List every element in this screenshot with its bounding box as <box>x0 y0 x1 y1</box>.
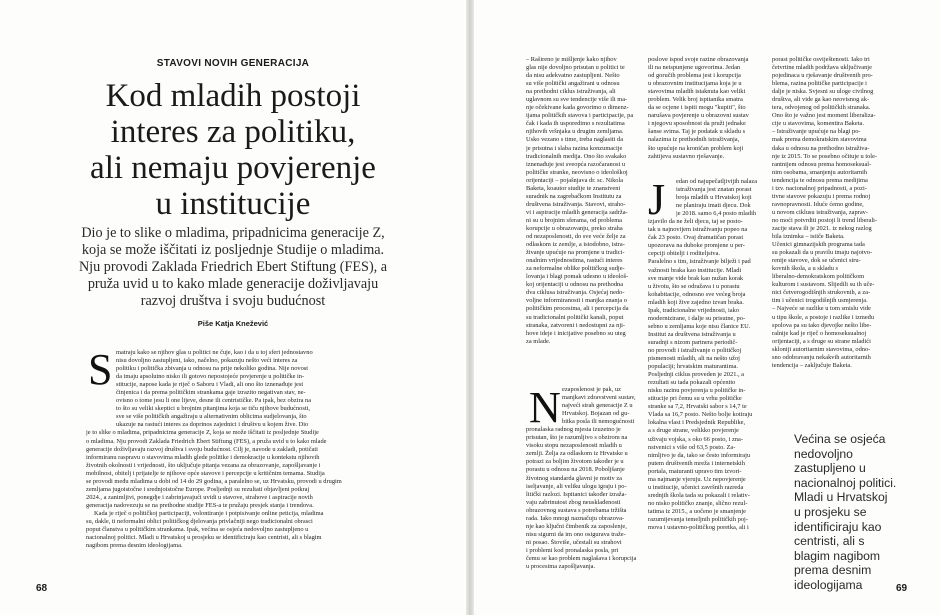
text-line: njihovih vršnjaka u drugim zemljama. <box>526 128 624 136</box>
text-line: čak 23 posto. Ovaj dramatičan porast <box>648 234 744 242</box>
lead-line: razvoj društva i svoju budućnost <box>140 293 326 309</box>
text-line: stranke sa 7,2, Hrvatski sabor s 14,7 te <box>648 403 747 411</box>
text-line: društvena istraživanja. Stavovi, straho- <box>526 200 626 208</box>
text-line: tradicionalnih medija. Ono što svakako <box>526 152 627 160</box>
text-line: razumijevanja temeljnih političkih poj- <box>648 515 748 523</box>
text-line: mladih koji žive zajedno izvan braka. <box>648 298 744 306</box>
text-line: društva, ali vide ga kao neovisnog ak- <box>772 96 870 104</box>
text-column-2-continued <box>648 178 768 532</box>
text-line: – Rašireno je mišljenje kako njihov <box>526 56 617 63</box>
text-line: su tradicionalni politički kanali, poput <box>526 313 624 321</box>
text-line: nje očekivane kada govorimo o dimenz- <box>526 104 629 112</box>
byline: Piše Katja Knežević <box>197 319 269 328</box>
text-line: putem društvenih mreža i internetskih <box>648 459 745 467</box>
text-line: zacije stava ili je 2021. iz nekog razlog <box>772 224 872 232</box>
text-line: Učenici gimnazijskih programa tada <box>772 241 865 249</box>
text-line: tera, odvojenog od političkih stranaka. <box>772 104 871 112</box>
text-line: cije u stavovima, komentira Baketa. <box>772 120 864 128</box>
pull-quote-line: blagim nagibom <box>794 548 881 563</box>
text-line: u institucije, učenici završnih razreda <box>648 483 744 491</box>
headline-line: Kod mladih postoji <box>105 78 361 114</box>
page-number: 69 <box>896 583 908 594</box>
text-line: sve se više političkih angažiraju u alternativnim oblicima sudjelovanja, što <box>116 413 307 421</box>
section-kicker: STAVOVI NOVIH GENERACIJA <box>156 58 310 69</box>
text-line: rantnijem odnosu prema homoseksual- <box>772 160 872 168</box>
spine-gutter <box>466 0 474 615</box>
text-line: – Najveće se razlike u tom smislu vide <box>772 305 871 313</box>
pull-quote-line: centristi, ali s <box>794 534 865 549</box>
text-line: odlaskom iz zemlje, a istodobno, istra- <box>526 241 625 249</box>
text-line: i problemi kod pronalaska posla, pri <box>526 546 619 554</box>
text-line: Paralelno s tim, istraživanje bilježi i pad <box>648 258 751 266</box>
text-line: nisu sigurni da im ono osigurava traže- <box>526 530 626 538</box>
text-column-1-continued <box>526 386 644 571</box>
text-line: zemlji. Želja za odlaskom iz Hrvatske u <box>526 450 628 458</box>
text-line: na prethodni ciklus istraživanja, ali <box>526 88 616 96</box>
text-line: modernizirane, i dalje su prisutne, po- <box>648 314 746 322</box>
text-line: ijama političkih stavova i participacije, pa <box>526 112 634 120</box>
pull-quote-line: nacionalnoj politici. <box>794 475 897 490</box>
text-line: istraživanja jest znatan porast <box>676 186 752 194</box>
pull-quote-line: ideologijama <box>794 577 863 592</box>
text-line: poslove ispod svoje razine obrazovanja <box>648 56 749 63</box>
text-line: 2024., a zanimljivi, ponegdje i zabrinjavajući uvidi u stavove, strahove i aspiracije novih <box>86 493 313 501</box>
text-line: rezultati su tada pokazali općenito <box>648 379 736 387</box>
text-line: ni posao. Štoviše, učestali su strahovi <box>526 538 622 546</box>
text-line: litički razlozi. Ispitanici također izraža- <box>526 490 627 498</box>
text-line: generacije doživljavaju razvoj društva i svoju budućnost. Cilj je, navode u zakladi, potičati <box>86 445 318 453</box>
text-line: suradnik na zagrebačkom Institutu za <box>526 192 622 200</box>
text-line: tendencija te odnosu prema medijima <box>772 176 868 184</box>
text-line: korupcije u obrazovanju, preko straha <box>526 224 623 232</box>
text-line: živanje upućuje na promjene u tradici- <box>526 249 625 257</box>
text-line: Hrvatskoj. Bojazan od gu- <box>562 410 630 418</box>
text-line: iseljavanje, ali veliku ulogu igraju i po- <box>526 482 627 490</box>
text-line: sve manje vide brak kao nužan korak <box>648 274 744 282</box>
pull-quote-line: prema desnim <box>794 563 872 578</box>
text-line: da imaju apsolutno nisko ili gotovo nepostojeće povjerenje u političke in- <box>116 373 305 381</box>
text-line: no nisko političko znanje, slično rezul- <box>648 499 748 507</box>
text-line: životnih okolnosti i vrijednosti, što uključuje pitanja vezana za obrazovanje, zapošljavanje i <box>86 461 321 469</box>
text-line: daka u odnosu na prethodno istraživa- <box>772 144 870 152</box>
text-line: broja mladih u Hrvatskoj koji <box>676 194 752 202</box>
text-line: matraju kako se njihov glas u politici ne čuje, kao i da u toj sferi jednostavno <box>116 349 313 356</box>
text-line: portala, maturanti upravo tim izvori- <box>648 467 742 475</box>
text-line: da se ocjene i ispiti mogu "kupiti", što <box>648 104 746 112</box>
text-line: nalazima iz prethodnih istraživanja, <box>648 136 740 144</box>
text-line: dva ciklusa istraživanja. Osjećaj nedo- <box>526 289 625 297</box>
text-line: pismenosti mladih, ali na nešto užoj <box>648 355 740 363</box>
text-line: ralnije kad je riječ o homoseksualnoj <box>772 329 867 337</box>
text-line: zemljama jugoistočne i srednjoistočne Europe. Posljednji su rezultati objavljeni potkraj <box>86 485 310 493</box>
text-line: nje iz 2015. To se posebno očituje u tole- <box>772 152 878 160</box>
text-line: kovnih škola, a u skladu s <box>772 265 839 273</box>
text-line: od goručih problema jest i korupcija <box>648 72 741 80</box>
text-line: lovanja i blagi pomak udesno u ideološ- <box>526 273 629 281</box>
text-line: stitucije pri čemu su u vrhu političke <box>648 395 742 403</box>
text-line: onalnim vrijednostima, rastući interes <box>526 257 623 265</box>
text-line: ovisno o tome jesu li one lijeve, desne ili centrističke. Pa ipak, bez obzira na <box>116 397 312 405</box>
text-line: u novom ciklusu istraživanja, zaprav- <box>772 208 869 216</box>
text-line: politiku i politička zbivanja u odnosu na prije nekoliko godina. Nije novost <box>116 365 309 373</box>
text-line: u životu, što se odražava i u porastu <box>648 282 740 290</box>
text-line: nisku razinu povjerenja u političke in- <box>648 387 746 395</box>
text-line: i njegovu sposobnost da pruži jednake <box>648 120 746 128</box>
text-line: čak i kada ih usporedimo s rezultatima <box>526 120 625 128</box>
text-line: manjkavi zdravstveni sustav, <box>562 394 636 402</box>
text-line: mova i ustavno-političkog poretka, ali i <box>648 524 749 532</box>
text-line: kulturom i sustavom. Slijedili su ih uče- <box>772 281 875 289</box>
text-line: no provodi i istraživanje o političkoj <box>648 346 742 354</box>
text-line: bitka posla ili nemogućnosti <box>562 418 635 426</box>
text-column-3 <box>772 56 897 370</box>
text-line: sebno u zemljama koje nisu članice EU. <box>648 322 751 330</box>
text-line: prisutan, što je razumljivo s obzirom na <box>526 434 628 442</box>
text-line: tim i učenici trogodišnjih usmjerenja. <box>772 297 868 305</box>
text-line: hove ideje i inicijative posebno su uteg <box>526 329 626 337</box>
text-line: nim osobama, smanjenju autoritarnih <box>772 168 868 176</box>
text-line: ma najmanje vjeruju. Uz nepovjerenje <box>648 475 746 483</box>
text-line: stavovima mladih istaknuta kao veliki <box>648 88 746 96</box>
text-line: za mlade. <box>526 337 551 345</box>
text-line: Posljednji ciklus proveden je 2021., a <box>648 371 745 379</box>
text-line: generacija nadovezuju se na prethodne studije FES-a te pružaju presjek stanja i trendova. <box>86 501 314 509</box>
text-line: orijentaciji, a s druge su strane mladići <box>772 337 871 345</box>
text-line: sno odobravanju nekakvih autoritarnih <box>772 353 871 361</box>
text-line: pojedinaca u rješavanje društvenih pro- <box>772 72 873 80</box>
drop-cap: S <box>88 345 113 394</box>
text-line: tak u najnovijem istraživanju popeo na <box>648 226 748 234</box>
text-line: su pokazali da u pravilu imaju najotvo- <box>772 249 873 257</box>
text-line: Baketa, koautor studije te znanstveni <box>526 184 621 192</box>
text-line: voljne informiranosti i manjka znanja o <box>526 297 627 305</box>
text-line: pronalaska radnog mjesta izuzetno je <box>526 426 621 434</box>
article-lead <box>28 225 438 310</box>
text-line: ukazuje na rastući interes za doprinos zajednici i društvu u kojem žive. Dio <box>116 421 309 429</box>
text-line: Ono što je važno jest moment liberaliza- <box>772 112 876 120</box>
text-line: je to slike o mladima, pripadnicima generacije Z, koja se može iščitati iz posljednje Studije <box>86 429 319 437</box>
page-number: 68 <box>36 583 48 594</box>
text-line: orijentaciji – pojašnjava dr. sc. Nikola <box>526 176 624 184</box>
text-line: mak prema demokratskim stavovima <box>772 136 867 144</box>
text-line: što upućuje na kroničan problem koji <box>648 144 744 152</box>
text-line: stranaka, zatvoreni i nedostupni za nji- <box>526 321 626 329</box>
pull-quote-line: u prosjeku se <box>794 504 867 519</box>
text-line: srednjih škola tada su pokazali i relativ- <box>648 491 750 499</box>
text-line: cepciji obitelji i roditeljstva. <box>648 250 721 258</box>
text-line: Institut za društvena istraživanja u <box>648 330 736 338</box>
text-line: glas nije dovoljno prisutan u politici te <box>526 64 625 72</box>
text-line: je prisutna i slaba razina konzumacije <box>526 144 623 152</box>
text-line: su više politički angažirani u odnosu <box>526 80 620 88</box>
text-line: kohabitacije, odnosno sve većeg broja <box>648 290 746 298</box>
text-line: renije stavove, dok se učenici stru- <box>772 257 861 265</box>
text-line: potrazi za boljim životom također je u <box>526 458 624 466</box>
text-line: no moći potvrditi postoji li trend liberali- <box>772 216 878 224</box>
text-line: porastu u odnosu na 2018. Poboljšanje <box>526 466 625 474</box>
drop-cap: J <box>648 175 666 224</box>
text-line: blema, razina političke participacije i <box>772 80 867 88</box>
text-line: nje kao ključni čimbenik za zaposlenje, <box>526 522 627 530</box>
text-line: je 2018. samo 6,4 posto mladih <box>676 210 757 218</box>
text-line: porast političke osviještenosti. Iako tri <box>772 56 870 63</box>
text-line: spolova pa su tako djevojke nešto libe- <box>772 321 872 329</box>
text-line: u obrazovnim institucijama koja je u <box>648 80 742 88</box>
lead-line: pruža uvid u to kako mlade generacije doživljavaju <box>87 276 379 292</box>
pull-quote <box>794 432 924 593</box>
text-line: populaciji; hrvatskim maturantima. <box>648 363 738 371</box>
text-line: nagibom prema desnim ideologijama. <box>86 542 183 550</box>
text-line: u procesima zapošljavanja. <box>526 563 596 571</box>
text-line: Usko vezano s time, treba naglasiti da <box>526 136 624 144</box>
text-column-2 <box>648 56 766 161</box>
text-line: informiranu raspravu o stavovima mladih glede politike i demokracije u kontekstu njihovih <box>86 453 320 461</box>
text-line: Vlada sa 16,7 posto. Nešto bolje kotiraju <box>648 411 753 419</box>
pull-quote-line: Većina se osjeća <box>794 432 886 446</box>
headline-line: u institucije <box>155 186 311 222</box>
text-line: ravnopravnosti. Iduće ćemo godine, <box>772 200 864 208</box>
text-line: nacionalnoj politici. Mladi u Hrvatskoj u prosjeku se identificiraju kao centristi, ali s blagim <box>86 534 322 542</box>
text-line: bila iznimka – ističe Baketa. <box>772 233 845 241</box>
text-line: koj orijentaciji u odnosu na prethodna <box>526 281 624 289</box>
text-line: životnog standarda glavni je motiv za <box>526 474 623 482</box>
text-line: tivne stavove pokazuju i prema rodnoj <box>772 192 871 200</box>
lead-line: Dio je to slike o mladima, pripadnicima generacije Z, <box>81 225 385 241</box>
text-line: mobilnost, obitelj i prijatelje te njihove opće stavove i percepcije u kritičnim temama. Studija <box>86 469 325 477</box>
lead-line: Nju provodi Zaklada Friedrich Ebert Stiftung (FES), a <box>78 259 388 275</box>
text-line: četvrtine mladih podržava uključivanje <box>772 64 872 72</box>
article-body <box>86 345 376 550</box>
text-line: zahtijeva sustavno rješavanje. <box>648 152 725 160</box>
text-line: stitucije, napose kada je riječ o Saboru i Vladi, ali ono što iznenađuje jest <box>116 381 304 389</box>
text-line: lokalna vlast i Predsjednik Republike, <box>648 419 746 427</box>
text-line: ni su u brojnim sferama, od problema <box>526 216 623 224</box>
text-line: nisu dovoljno zastupljeni, iako, načelno, pokazuju nešto veći interes za <box>116 357 298 365</box>
text-line: obrazovnog sustava s potrebama tržišta <box>526 506 627 514</box>
text-line: nimljivo je da, iako se često informiraju <box>648 451 751 459</box>
pull-quote-line: nedovoljno <box>794 446 853 461</box>
text-line: čemu se kao problem naglašava i korupcija <box>526 554 637 562</box>
article-headline <box>0 78 466 222</box>
text-line: vi i aspiracije mladih generacija sadrža- <box>526 208 628 216</box>
text-line: Ipak, tradicionalne vrijednosti, iako <box>648 306 740 314</box>
text-line: vaju zabrinutost zbog neusklađenosti <box>526 498 621 506</box>
text-line: su, dakle, ti neformalni oblici političkog djelovanja privlačniji nego tradicionalni obrasci <box>86 517 313 525</box>
pull-quote-line: Mladi u Hrvatskoj <box>794 490 888 505</box>
text-line: političkim procesima, ali i percepcija da <box>526 305 629 313</box>
text-line: važnosti braka kao institucije. Mladi <box>648 266 742 274</box>
text-line: to što su veliki skeptici u brojnim pitanjima koja se tiču njihove budućnosti, <box>116 405 311 413</box>
text-line: liberalno-demokratskom političkom <box>772 273 865 281</box>
text-line: činjenica i da prema političkim strankama gaje izrazito negativan stav, ne- <box>116 389 306 397</box>
text-line: rada. Iako mnogi naznačuju obrazova- <box>526 514 625 522</box>
text-line: tatima iz 2015., a uočeno je smanjenje <box>648 507 746 515</box>
text-line: i tzv. nacionalnoj pripadnosti, a pozi- <box>772 184 867 192</box>
text-line: problem. Velik broj ispitanika smatra <box>648 96 743 104</box>
text-line: tendencija – zaključuje Baketa. <box>772 361 852 369</box>
text-line: a s druge strane, velikko povjerenje <box>648 427 739 435</box>
text-line: narušava povjerenje u obrazovni sustav <box>648 112 749 120</box>
text-line: u tipu škole, a postoje i razlike i između <box>772 313 875 321</box>
text-line: za neformalne oblike političkog sudje- <box>526 265 625 273</box>
text-line: Kada je riječ o političkoj participaciji, volontiranje i potpisivanje online peticija, mladima <box>94 509 324 517</box>
text-line: skloniji autoritarnim stavovima, odno- <box>772 345 871 353</box>
drop-cap: N <box>529 383 561 432</box>
text-line: uživaju vojska, s oko 66 posto, i zna- <box>648 435 743 443</box>
text-line: upozorava na duboke promjene u per- <box>648 242 745 250</box>
text-line: uglavnom su sve tendencije više ili ma- <box>526 96 628 104</box>
text-line: od nezaposlenosti, do sve veće želje za <box>526 233 626 241</box>
text-line: šanse svima. Taj je podatak u skladu s <box>648 128 746 136</box>
headline-line: ali nemaju povjerenje <box>90 150 376 186</box>
text-line: da nisu adekvatno zastupljeni. Nešto <box>526 72 620 80</box>
text-line: visoku stopu nezaposlenosti mladih u <box>526 442 622 450</box>
headline-line: interes za politiku, <box>110 114 356 150</box>
text-line: nici četverogodišnjih strukovnih, a za- <box>772 289 871 297</box>
text-line: edan od najupečatljivijih nalaza <box>676 178 758 185</box>
text-line: suradnji s nizom partnera periodič- <box>648 338 738 346</box>
text-line: ezaposlenost je pak, uz <box>562 386 621 393</box>
lead-line: koja se može iščitati iz posljednje Studije o mladima. <box>81 242 385 258</box>
text-line: se provodi među mladima u dobi od 14 do 29 godina, a paralelno se, uz Hrvatsku, provodi u drugim <box>86 477 342 485</box>
text-line: poput članstva u političkim strankama. Ipak, većina se osjeća nedovoljno zastupljeno u <box>86 526 309 534</box>
text-line: ili na neispunjene ugovorima. Jedan <box>648 64 741 72</box>
text-line: najveći strah generacije Z u <box>562 402 633 410</box>
pull-quote-line: identificiraju kao <box>794 519 882 534</box>
text-line: – Istraživanje upućuje na blagi po- <box>772 128 861 136</box>
text-line: političke stranke, neovisno o ideološkoj <box>526 168 628 176</box>
text-line: izjavilo da ne želi djecu, taj se posto- <box>648 218 743 226</box>
text-line: iznenađuje jest sveopća razočaranost u <box>526 160 626 168</box>
text-line: dalje je niska. Svjesni su uloge civilnog <box>772 88 874 96</box>
text-column-1 <box>526 56 643 346</box>
text-line: nstvenici s više od 63,5 posto. Za- <box>648 443 736 451</box>
text-line: o mladima. Nju provodi Zaklada Friedrich Ebert Stiftung (FES), a pruža uvid u to kako mlade <box>86 437 327 445</box>
pull-quote-line: zastupljeno u <box>794 461 866 476</box>
text-line: ne planiraju imati djecu. Dok <box>676 202 751 210</box>
